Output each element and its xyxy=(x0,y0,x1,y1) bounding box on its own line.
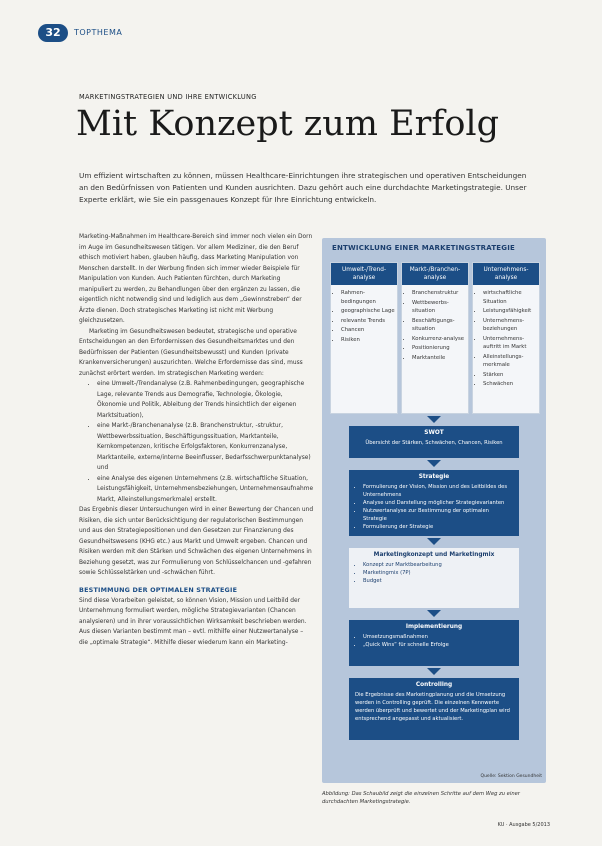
step-list xyxy=(355,633,513,649)
list-item: • Umsetzungsmaßnahmen xyxy=(363,633,513,641)
list-item: • geographische Lage xyxy=(341,307,397,316)
step-body: Die Ergebnisse des Marketingplanung und die Umsetzung werden in Controlling geprüft. Die einzelnen Kennwerte werden überprüft und bewertet und der Marketingplan wird entsprechend angepasst und aktualisiert. xyxy=(355,692,510,722)
flow-arrow-icon xyxy=(427,538,441,545)
list-item: • Rahmen-bedingungen xyxy=(341,289,397,306)
analysis-column-markt xyxy=(401,262,469,414)
body-column xyxy=(79,232,314,648)
analysis-column-umwelt xyxy=(330,262,398,414)
controlling-step xyxy=(349,678,519,740)
step-body: Übersicht der Stärken, Schwächen, Chancen, Risiken xyxy=(365,440,503,446)
step-title: Strategie xyxy=(418,474,450,480)
step-title: Marketingkonzept und Marketingmix xyxy=(373,552,495,558)
list-item: • Unternehmens-auftritt im Markt xyxy=(483,335,539,352)
list-item: • relevante Trends xyxy=(341,317,397,326)
infobox-title: ENTWICKLUNG EINER MARKETINGSTRATEGIE xyxy=(332,244,516,252)
list-item: • Nutzwertanalyse zur Bestimmung der optimalen Strategie xyxy=(363,507,513,523)
body-paragraph: Marketing im Gesundheitswesen bedeutet, strategische und operative Entscheidungen an den Erfordernissen des Gesundheitsmarktes und den Bedürfnissen der Patienten (Gesundheitsbewusst) und Kunden (private Krankenversicherungen) auszurichten. Welche Erfordernisse das sind, muss zunächst erörtert werden. Im strategischen Marketing werden: xyxy=(79,328,303,377)
page-number-badge: 32 xyxy=(38,24,68,42)
list-item: • Konkurrenz-analyse xyxy=(412,335,468,344)
list-item: • Leistungsfähigkeit xyxy=(483,307,539,316)
body-paragraph: Das Ergebnis dieser Untersuchungen wird in einer Bewertung der Chancen und Risiken, die sich unter Berücksichtigung der regulatorischen Bestimmungen und aus den Strategiepositionen und den Gesetzen zur Finanzierung des Gesundheitswesens (KHG etc.) aus Markt und Umwelt ergeben. Chancen und Risiken werden mit den Stärken und Schwächen des eigenen Unternehmens in Beziehung gesetzt, was zur Formulierung von Schlüsselchancen und -gefahren sowie Schlüsselstärken und -schwächen führt. xyxy=(79,507,314,576)
analysis-bullet-list xyxy=(79,379,314,505)
page-footer: KU · Ausgabe 5/2013 xyxy=(497,822,550,828)
column-heading: Unternehmens-analyse xyxy=(473,263,539,285)
list-item: • Formulierung der Vision, Mission und des Leitbildes des Unternehmens xyxy=(363,483,513,499)
step-title: Controlling xyxy=(415,682,453,688)
step-body xyxy=(349,482,519,535)
list-item: • Risiken xyxy=(341,336,397,345)
section-subheading: BESTIMMUNG DER OPTIMALEN STRATEGIE xyxy=(79,585,238,594)
column-heading: Umwelt-/Trend-analyse xyxy=(331,263,397,285)
list-item: • Branchenstruktur xyxy=(412,289,468,298)
list-item: • eine Umwelt-/Trendanalyse (z.B. Rahmenbedingungen, geographische Lage, relevante Trends aus Demografie, Technologie, Ökologie, Ökonomie und Politik, Ableitung der Trends hinsichtlich der eigenen Marktsituation), xyxy=(97,379,314,421)
list-item: • wirtschaftliche Situation xyxy=(483,289,539,306)
list-item: • Analyse und Darstellung möglicher Strategievarianten xyxy=(363,499,513,507)
body-paragraph: Sind diese Vorarbeiten geleistet, so können Vision, Mission und Leitbild der Unternehmung formuliert werden, mögliche Strategievarianten (Chancen analysieren) und in ihrer voraussichtlichen Wirksamkeit beschrieben werden. Aus diesen Varianten bestimmt man – evtl. mithilfe einer Nutzwertanalyse – die „optimale Strategie“. Mithilfe dieser wiederum kann ein Marketing- xyxy=(79,597,307,646)
list-item: • Beschäftigungs-situation xyxy=(412,317,468,334)
list-item: • „Quick Wins“ für schnelle Erfolge xyxy=(363,641,513,649)
step-title: SWOT xyxy=(424,430,444,436)
step-body xyxy=(349,632,519,653)
section-label: TOPTHEMA xyxy=(74,28,123,37)
source-credit: Quelle: Sektion Gesundheit xyxy=(480,774,542,779)
list-item: • Chancen xyxy=(341,326,397,335)
list-item: • eine Markt-/Branchenanalyse (z.B. Branchenstruktur, -struktur, Wettbewerbssituation, Beschäftigungssituation, Marktanteile, Kernkompetenzen, kritische Erfolgsfaktoren, Konkurrenzanalyse, Marktanteile, externe/interne Beeinflusser, Bedarfsschwerpunktanalyse) und xyxy=(97,421,314,474)
article-kicker: MARKETINGSTRATEGIEN UND IHRE ENTWICKLUNG xyxy=(79,93,257,101)
body-paragraph: Marketing-Maßnahmen im Healthcare-Bereich sind immer noch vielen ein Dorn im Auge im Gesundheitswesen tätigen. Vor allem Mediziner, die den Beruf ethisch motiviert haben, glauben häufig, dass Marketing Manipulation von Menschen darstellt. In der Werbung finden sich immer wieder Beispiele für Manipulation von Kunden. Auch Patienten fürchten, durch Marketing manipuliert zu werden, zu Behandlungen über den ergänzen zu lassen, die eigentlich nicht notwendig sind und lediglich aus dem „Gewinnstreben“ der Ärzte dienen. Doch strategisches Marketing ist nicht mit Werbung gleichzusetzen. xyxy=(79,234,313,324)
flow-arrow-icon xyxy=(427,668,441,675)
step-list xyxy=(355,561,513,585)
figure-caption: Abbildung: Das Schaubild zeigt die einzelnen Schritte auf dem Weg zu einer durchdachten Marketingstrategie. xyxy=(322,791,520,805)
flow-arrow-icon xyxy=(427,416,441,423)
step-body xyxy=(349,560,519,589)
list-item: • eine Analyse des eigenen Unternehmens (z.B. wirtschaftliche Situation, Leistungsfähigkeit, Unternehmensbeziehungen, Unternehmensaufnahme Markt, Alleinstellungsmerkmale) erstellt. xyxy=(97,474,314,506)
flow-arrow-icon xyxy=(427,610,441,617)
strategy-infobox xyxy=(322,238,546,783)
list-item: • Alleinstellungs-merkmale xyxy=(483,353,539,370)
analysis-column-unternehmen xyxy=(472,262,540,414)
list-item: • Stärken xyxy=(483,371,539,380)
article-lead: Um effizient wirtschaften zu können, müssen Healthcare-Einrichtungen ihre strategischen und operativen Entscheidungen an den Bedürfnissen von Patienten und Kunden ausrichten. Dazu gehört auch eine durchdachte Marketingstrategie. Unser Experte erklärt, wie Sie ein passgenaues Konzept für Ihre Einrichtung entwickeln. xyxy=(79,171,527,204)
step-list xyxy=(355,483,513,531)
list-item: • Schwächen xyxy=(483,380,539,389)
column-list xyxy=(473,289,539,389)
column-list xyxy=(402,289,468,362)
marketingkonzept-step xyxy=(349,548,519,608)
strategie-step xyxy=(349,470,519,536)
list-item: • Positionierung xyxy=(412,344,468,353)
list-item: • Unternehmens-beziehungen xyxy=(483,317,539,334)
list-item: • Budget xyxy=(363,577,513,585)
implementierung-step xyxy=(349,620,519,666)
article-headline: Mit Konzept zum Erfolg xyxy=(76,104,499,144)
column-list xyxy=(331,289,397,344)
list-item: • Marktanteile xyxy=(412,354,468,363)
list-item: • Marketingmix (7P) xyxy=(363,569,513,577)
column-heading: Markt-/Branchen-analyse xyxy=(402,263,468,285)
step-title: Implementierung xyxy=(405,624,463,630)
list-item: • Konzept zur Marktbearbeitung xyxy=(363,561,513,569)
list-item: • Formulierung der Strategie xyxy=(363,523,513,531)
list-item: • Wettbewerbs-situation xyxy=(412,299,468,316)
flow-arrow-icon xyxy=(427,460,441,467)
swot-step xyxy=(349,426,519,458)
